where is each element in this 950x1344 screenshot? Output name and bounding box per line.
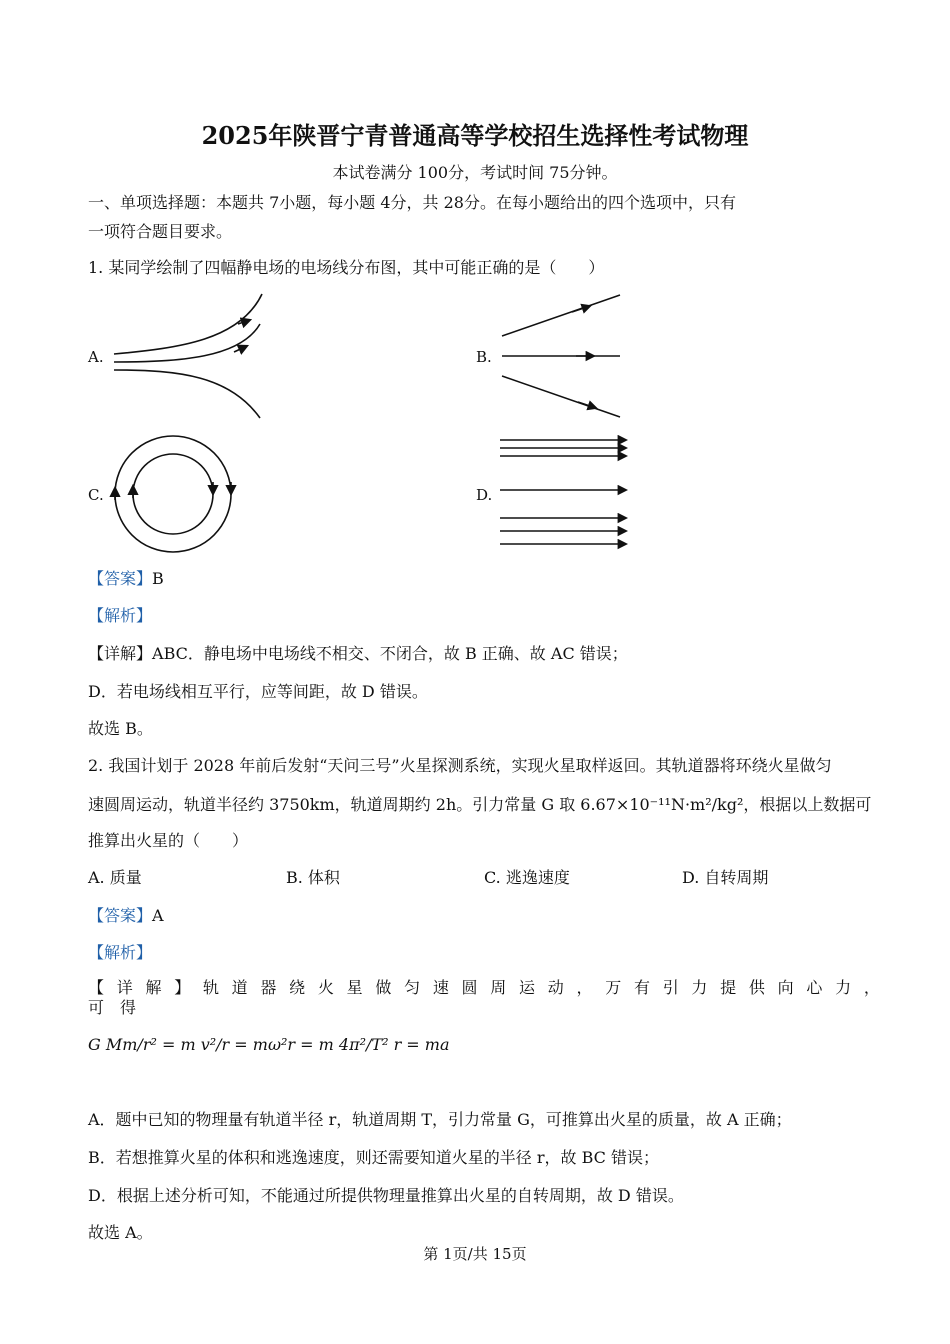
q1-option-c-label: C. — [88, 486, 104, 504]
q2-answer-tag: 【答案】 — [88, 906, 153, 925]
q2-option-c: C. 逃逸速度 — [484, 868, 570, 887]
q2-detail-char: 【 — [88, 978, 105, 997]
q2-detail-char: 器 — [260, 978, 277, 997]
q1-analysis-tag: 【解析】 — [88, 606, 153, 625]
q2-stem-line3: 推算出火星的（ ） — [88, 831, 249, 850]
q2-detail-char: 匀 — [404, 978, 421, 997]
page-title: 2025年陕晋宁青普通高等学校招生选择性考试物理 — [201, 121, 749, 150]
q2-detail-char: 做 — [375, 978, 392, 997]
q2-line-a: A．题中已知的物理量有轨道半径 r，轨道周期 T，引力常量 G，可推算出火星的质量，故 A 正确； — [88, 1110, 792, 1129]
q2-detail-char: 圆 — [461, 978, 478, 997]
q2-option-b: B. 体积 — [286, 868, 340, 887]
q2-detail-char: 速 — [432, 978, 449, 997]
q2-line-b: B．若想推算火星的体积和逃逸速度，则还需要知道火星的半径 r，故 BC 错误； — [88, 1148, 659, 1167]
q2-stem-line2: 速圆周运动，轨道半径约 3750km，轨道周期约 2h。引力常量 G 取 6.67×10⁻¹¹N·m²/kg²，根据以上数据可 — [88, 795, 872, 814]
q2-detail-char: 供 — [748, 978, 765, 997]
q2-detail-char: 动 — [547, 978, 564, 997]
q1-detail-line2: D．若电场线相互平行，应等间距，故 D 错误。 — [88, 682, 428, 701]
q2-detail-char: 引 — [662, 978, 679, 997]
q1-detail-line1 — [88, 641, 628, 664]
q2-detail-char: 火 — [317, 978, 334, 997]
q2-detail-char: 】 — [174, 978, 191, 997]
q2-detail-char: 有 — [633, 978, 650, 997]
q2-detail-char: 心 — [806, 978, 823, 997]
q1-option-a-label: A. — [88, 348, 104, 366]
q1-detail-tag: 【详解】 — [88, 644, 153, 663]
section-heading-line2: 一项符合题目要求。 — [88, 222, 233, 241]
q1-answer — [88, 566, 164, 589]
q2-detail-char: 力 — [691, 978, 708, 997]
q2-formula: G Mm/r² = m v²/r = mω²r = m 4π²/T² r = ma — [88, 1035, 450, 1054]
q2-line-d: D．根据上述分析可知，不能通过所提供物理量推算出火星的自转周期，故 D 错误。 — [88, 1186, 684, 1205]
q1-conclusion: 故选 B。 — [88, 719, 153, 738]
q2-detail-char: ， — [863, 978, 880, 997]
section-heading-line1: 一、单项选择题：本题共 7小题，每小题 4分，共 28分。在每小题给出的四个选项中，只有 — [88, 193, 736, 212]
q1-stem: 1. 某同学绘制了四幅静电场的电场线分布图，其中可能正确的是（ ） — [88, 258, 605, 277]
q2-detail-char: 解 — [145, 978, 162, 997]
q2-conclusion: 故选 A。 — [88, 1223, 153, 1242]
q2-detail-char: 道 — [231, 978, 248, 997]
q2-answer-value: A — [152, 906, 164, 925]
page-footer: 第 1页/共 15页 — [423, 1245, 527, 1263]
q2-detail-char: 星 — [346, 978, 363, 997]
q2-detail-char: 周 — [490, 978, 507, 997]
q2-detail-char: 向 — [777, 978, 794, 997]
q2-detail-char: 详 — [116, 978, 133, 997]
q2-option-d: D. 自转周期 — [682, 868, 769, 887]
q2-detail-char: 力 — [835, 978, 852, 997]
q2-detail-char: ， — [576, 978, 593, 997]
q2-stem-line1: 2. 我国计划于 2028 年前后发射“天问三号”火星探测系统，实现火星取样返回。其轨道器将环绕火星做匀 — [88, 756, 832, 775]
q2-detail-tail: 可 得 — [88, 998, 137, 1017]
exam-info: 本试卷满分 100分，考试时间 75分钟。 — [332, 163, 618, 182]
q1-figure-c — [110, 432, 240, 557]
q2-detail-char: 绕 — [289, 978, 306, 997]
q1-detail-text1: ABC．静电场中电场线不相交、不闭合，故 B 正确、故 AC 错误； — [152, 644, 628, 663]
q2-detail-char: 轨 — [202, 978, 219, 997]
q2-detail-char: 提 — [720, 978, 737, 997]
q1-option-d-label: D. — [476, 486, 493, 504]
q2-answer — [88, 903, 164, 926]
q1-answer-value: B — [152, 569, 164, 588]
q2-analysis-tag: 【解析】 — [88, 943, 153, 962]
q1-option-b-label: B. — [476, 348, 492, 366]
q1-figure-b — [498, 290, 628, 420]
q1-answer-tag: 【答案】 — [88, 569, 153, 588]
q1-figure-a — [110, 290, 270, 420]
q2-option-a: A. 质量 — [88, 868, 142, 887]
q2-detail-spaced-line — [88, 975, 880, 998]
q2-detail-char: 运 — [519, 978, 536, 997]
q2-detail-char: 万 — [605, 978, 622, 997]
q1-figure-d — [498, 432, 633, 552]
